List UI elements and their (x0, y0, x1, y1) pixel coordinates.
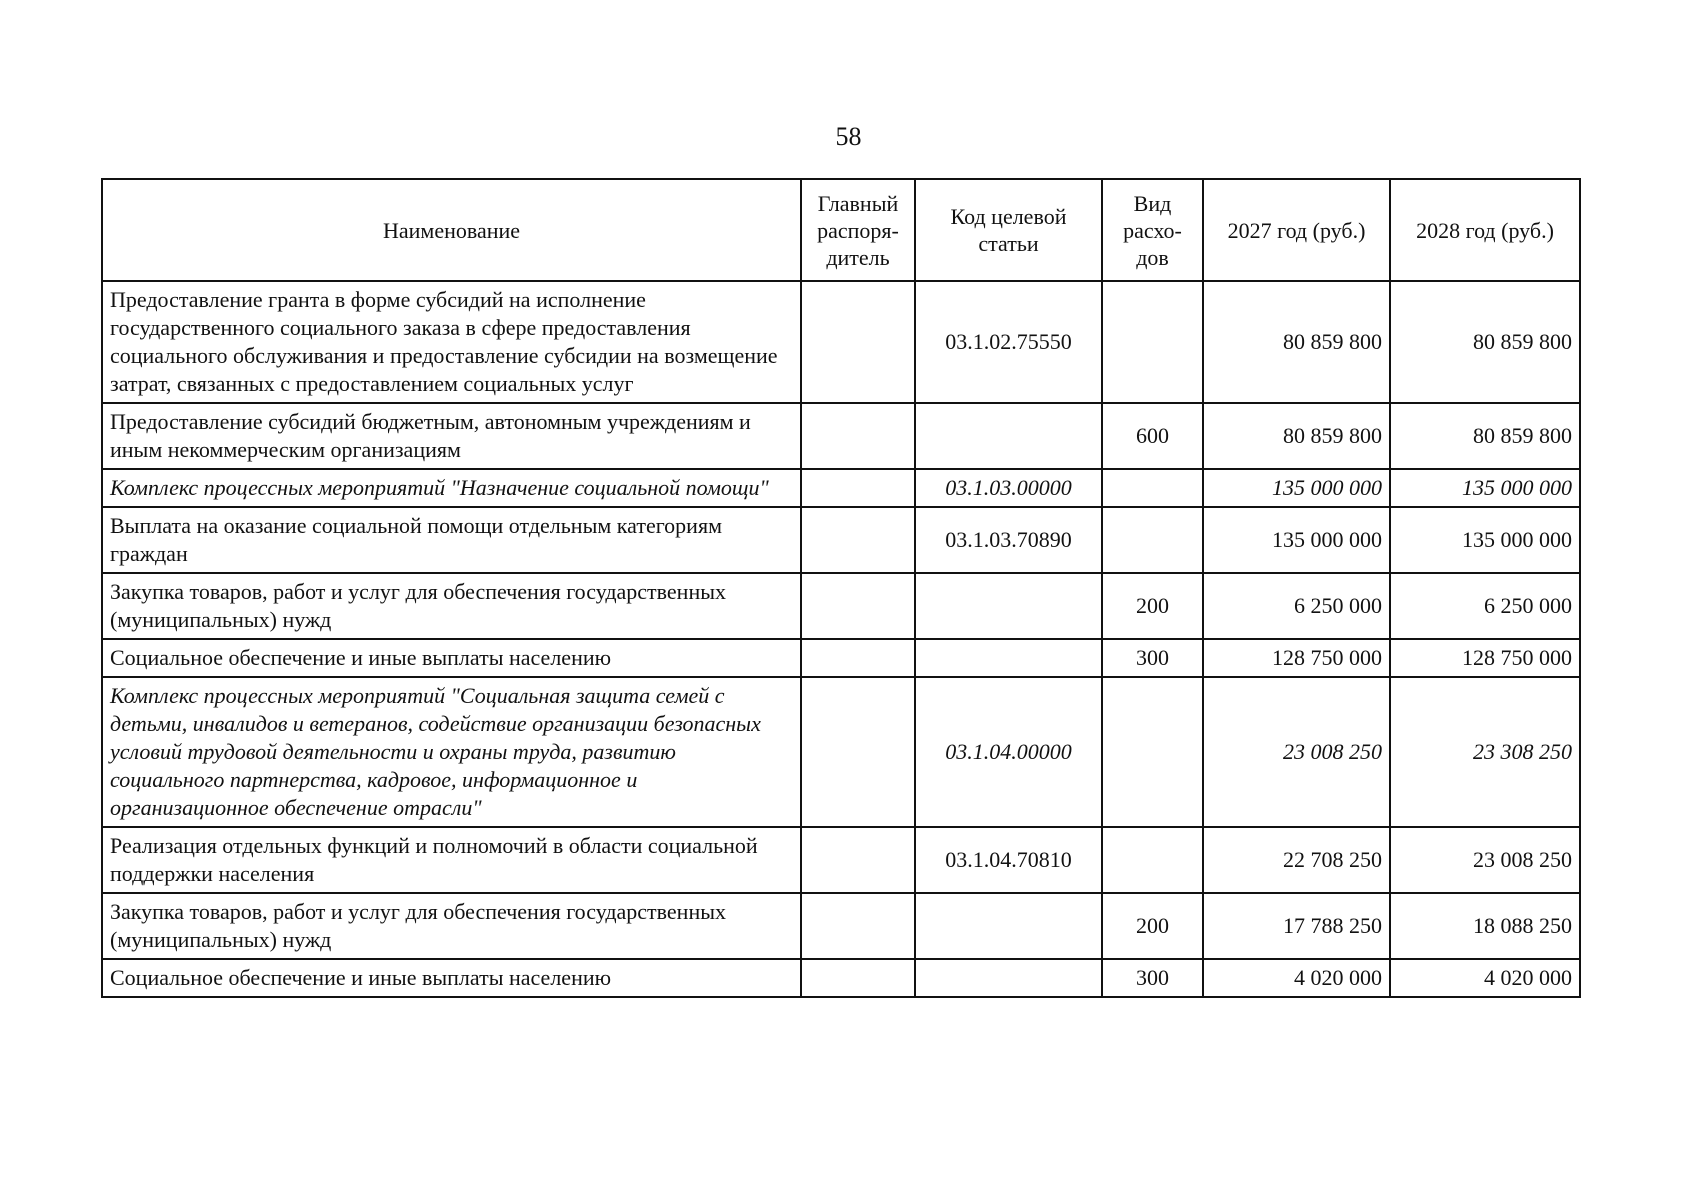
cell-name: Комплекс процессных мероприятий "Социальная защита семей с детьми, инвалидов и ветеранов, содействие организации безопасных условий трудовой деятельности и охраны труда, развитию социального партнерства, кадровое, информационное и организационное обеспечение отрасли" (102, 677, 801, 827)
cell-2028: 128 750 000 (1390, 639, 1580, 677)
table-row (102, 677, 1580, 827)
cell-name: Социальное обеспечение и иные выплаты населению (102, 959, 801, 997)
table-row (102, 959, 1580, 997)
cell-2027: 80 859 800 (1203, 403, 1390, 469)
table-body (102, 281, 1580, 997)
cell-type (1102, 469, 1203, 507)
cell-code (915, 573, 1102, 639)
cell-name: Реализация отдельных функций и полномочий в области социальной поддержки населения (102, 827, 801, 893)
cell-type (1102, 827, 1203, 893)
cell-2027: 80 859 800 (1203, 281, 1390, 403)
page-number: 58 (835, 122, 862, 151)
cell-2027: 128 750 000 (1203, 639, 1390, 677)
cell-code: 03.1.04.00000 (915, 677, 1102, 827)
cell-admin (801, 677, 915, 827)
table-row (102, 893, 1580, 959)
cell-type: 300 (1102, 959, 1203, 997)
cell-type (1102, 507, 1203, 573)
cell-admin (801, 573, 915, 639)
budget-table (101, 178, 1581, 998)
cell-2028: 23 008 250 (1390, 827, 1580, 893)
cell-code: 03.1.04.70810 (915, 827, 1102, 893)
cell-2027: 6 250 000 (1203, 573, 1390, 639)
cell-2027: 4 020 000 (1203, 959, 1390, 997)
table-row (102, 573, 1580, 639)
cell-2028: 4 020 000 (1390, 959, 1580, 997)
cell-type: 200 (1102, 573, 1203, 639)
cell-2028: 23 308 250 (1390, 677, 1580, 827)
cell-name: Социальное обеспечение и иные выплаты населению (102, 639, 801, 677)
cell-type: 200 (1102, 893, 1203, 959)
cell-2027: 23 008 250 (1203, 677, 1390, 827)
cell-code (915, 959, 1102, 997)
cell-type (1102, 677, 1203, 827)
header-code: Код целевой статьи (915, 179, 1102, 281)
header-admin: Главный распоря-дитель (801, 179, 915, 281)
cell-admin (801, 507, 915, 573)
table-row (102, 469, 1580, 507)
cell-type: 600 (1102, 403, 1203, 469)
header-2027: 2027 год (руб.) (1203, 179, 1390, 281)
cell-admin (801, 639, 915, 677)
cell-code: 03.1.02.75550 (915, 281, 1102, 403)
cell-name: Закупка товаров, работ и услуг для обеспечения государственных (муниципальных) нужд (102, 893, 801, 959)
cell-type: 300 (1102, 639, 1203, 677)
cell-admin (801, 827, 915, 893)
table-row (102, 639, 1580, 677)
cell-name: Комплекс процессных мероприятий "Назначение социальной помощи" (102, 469, 801, 507)
cell-code (915, 639, 1102, 677)
cell-2027: 17 788 250 (1203, 893, 1390, 959)
header-type: Вид расхо-дов (1102, 179, 1203, 281)
cell-admin (801, 469, 915, 507)
cell-2028: 80 859 800 (1390, 281, 1580, 403)
cell-2028: 135 000 000 (1390, 507, 1580, 573)
table-row (102, 281, 1580, 403)
cell-admin (801, 959, 915, 997)
cell-2028: 6 250 000 (1390, 573, 1580, 639)
cell-name: Предоставление субсидий бюджетным, автономным учреждениям и иным некоммерческим организациям (102, 403, 801, 469)
cell-name: Закупка товаров, работ и услуг для обеспечения государственных (муниципальных) нужд (102, 573, 801, 639)
cell-2028: 80 859 800 (1390, 403, 1580, 469)
cell-name: Выплата на оказание социальной помощи отдельным категориям граждан (102, 507, 801, 573)
cell-code: 03.1.03.70890 (915, 507, 1102, 573)
table-header-row (102, 179, 1580, 281)
cell-name: Предоставление гранта в форме субсидий на исполнение государственного социального заказа в сфере предоставления социального обслуживания и предоставление субсидии на возмещение затрат, связанных с предоставлением социальных услуг (102, 281, 801, 403)
cell-admin (801, 893, 915, 959)
cell-admin (801, 281, 915, 403)
cell-2027: 135 000 000 (1203, 469, 1390, 507)
header-name: Наименование (102, 179, 801, 281)
cell-2027: 135 000 000 (1203, 507, 1390, 573)
cell-type (1102, 281, 1203, 403)
table-row (102, 403, 1580, 469)
cell-code (915, 403, 1102, 469)
cell-2028: 135 000 000 (1390, 469, 1580, 507)
cell-2028: 18 088 250 (1390, 893, 1580, 959)
cell-2027: 22 708 250 (1203, 827, 1390, 893)
table-row (102, 507, 1580, 573)
header-2028: 2028 год (руб.) (1390, 179, 1580, 281)
table-row (102, 827, 1580, 893)
cell-code (915, 893, 1102, 959)
cell-code: 03.1.03.00000 (915, 469, 1102, 507)
cell-admin (801, 403, 915, 469)
